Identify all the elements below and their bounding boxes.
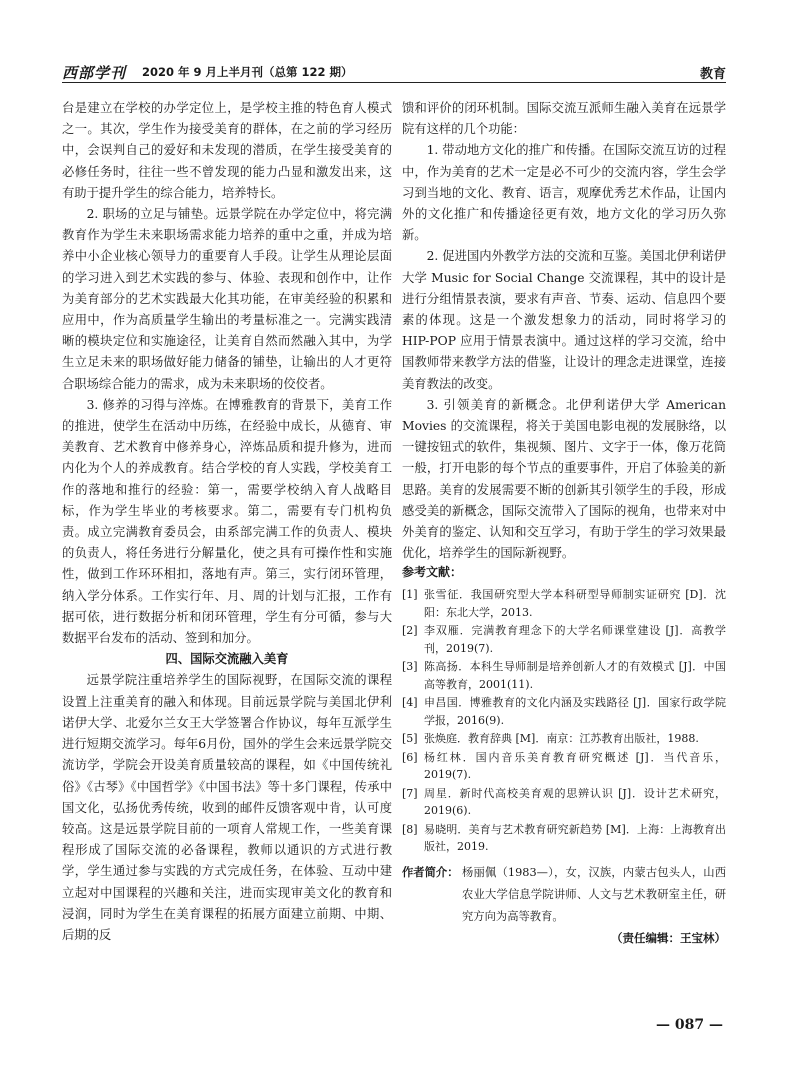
author-text: 杨丽佩（1983—），女，汉族，内蒙古包头人，山西农业大学信息学院讲师、人文与艺术教研室主任，研究方向为高等教育。 xyxy=(462,866,726,923)
reference-text: 易晓明．美育与艺术教育研究新趋势 [M]．上海：上海教育出版社，2019. xyxy=(424,822,726,853)
reference-list xyxy=(402,586,726,856)
journal-name: 西部学刊 xyxy=(62,64,127,82)
author-label: 作者简介： xyxy=(402,866,459,879)
reference-number: [4] xyxy=(402,696,418,709)
reference-number: [1] xyxy=(402,588,418,601)
reference-text: 陈高扬．本科生导师制是培养创新人才的有效模式 [J]．中国高等教育，2001(11). xyxy=(424,660,726,691)
issue-info: 2020 年 9 月上半月刊（总第 122 期） xyxy=(142,65,353,79)
reference-item xyxy=(402,730,726,748)
paragraph: 2. 促进国内外教学方法的交流和互鉴。美国北伊利诺伊大学 Music for Social Change 交流课程，其中的设计是进行分组情景表演，要求有声音、节奏、运动、信息四个要素的体现。这是一个激发想象力的活动，同时将学习的 HIP-POP 应用于情景表演中。通过这样的学习交流，给中国教师带来教学方法的借鉴，让设计的理念走进课堂，连接美育教法的改变。 xyxy=(402,249,726,391)
reference-item xyxy=(402,749,726,784)
page-number: — 087 — xyxy=(656,1017,723,1033)
reference-text: 申昌国．博雅教育的文化内涵及实践路径 [J]．国家行政学院学报，2016(9). xyxy=(424,696,726,727)
reference-item xyxy=(402,694,726,729)
references-title: 参考文献： xyxy=(402,565,463,579)
section-heading: 四、国际交流融入美育 xyxy=(165,652,289,667)
reference-text: 李双雁．完满教育理念下的大学名师课堂建设 [J]．高教学刊，2019(7). xyxy=(424,624,726,655)
reference-number: [3] xyxy=(402,660,418,673)
paragraph: 远景学院注重培养学生的国际视野，在国际交流的课程设置上注重美育的融入和体现。目前远景学院与美国北伊利诺伊大学、北爱尔兰女王大学签署合作协议，每年互派学生进行短期交流学习。每年6月份，国外的学生会来远景学院交流访学，学院会开设美育质量较高的课程，如《中国传统礼俗》《古琴》《中国哲学》《中国书法》等十多门课程，传承中国文化，弘扬优秀传统，收到的邮件反馈客观中肯，认可度较高。这是远景学院目前的一项育人常规工作，一些美育课程形成了国际交流的必备课程，教师以通识的方式进行教学，学生通过参与实践的方式完成任务，在体验、互动中建立起对中国课程的兴趣和关注，进而实现审美文化的教育和浸润，同时为学生在美育课程的拓展方面建立前期、中期、后期的反 xyxy=(62,673,392,942)
reference-item xyxy=(402,821,726,856)
reference-text: 张雪征．我国研究型大学本科研型导师制实证研究 [D]．沈阳：东北大学，2013. xyxy=(424,588,726,619)
reference-text: 周星．新时代高校美育观的思辨认识 [J]．设计艺术研究，2019(6). xyxy=(424,786,726,817)
left-column xyxy=(62,98,392,946)
paragraph: 3. 修养的习得与淬炼。在博雅教育的背景下，美育工作的推进，使学生在活动中历练，在经验中成长，从德育、审美教育、艺术教育中修养身心，淬炼品质和提升修为，进而内化为个人的养成教育。结合学校的育人实践，学校美育工作的落地和推行的经验：第一，需要学校纳入育人战略目标，作为学生毕业的考核要求。第二，需要有专门机构负责。成立完满教育委员会，由系部完满工作的负责人、模块的负责人，将任务进行分解量化，使之具有可操作性和实施性，做到工作环环相扣，落地有声。第三，实行闭环管理，纳入学分体系。工作实行年、月、周的计划与汇报，工作有据可依，进行数据分析和闭环管理，学生有分可循，参与大数据平台发布的活动、签到和加分。 xyxy=(62,397,392,646)
paragraph: 2. 职场的立足与铺垫。远景学院在办学定位中，将完满教育作为学生未来职场需求能力培养的重中之重，并成为培养中小企业核心领导力的重要育人手段。让学生从理论层面的学习进入到艺术实践的参与、体验、表现和创作中，让作为美育部分的艺术实践最大化其功能，在审美经验的积累和应用中，作为高质量学生输出的考量标准之一。完满实践清晰的模块定位和实施途径，让美育自然而然融入其中，为学生立足未来的职场做好能力储备的铺垫，让输出的人才更符合职场综合能力的需求，成为未来职场的佼佼者。 xyxy=(62,207,392,391)
paragraph: 台是建立在学校的办学定位上，是学校主推的特色育人模式之一。其次，学生作为接受美育的群体，在之前的学习经历中，会误判自己的爱好和未发现的潜质，在学生接受美育的必修任务时，往往一些不曾发现的能力凸显和激发出来，这有助于提升学生的综合能力，培养特长。 xyxy=(62,101,392,200)
section-name: 教育 xyxy=(699,67,726,82)
editor-credit: （责任编辑：王宝林） xyxy=(611,931,726,945)
right-column xyxy=(402,98,726,564)
paragraph: 3. 引领美育的新概念。北伊利诺伊大学 American Movies 的交流课程，将关于美国电影电视的发展脉络，以一键按钮式的软件，集视频、图片、文字于一体，像万花筒一般，打开电影的每个节点的重要事件，开启了体验美的新思路。美育的发展需要不断的创新其引领学生的手段，形成感受美的新概念，国际交流带入了国际的视角，也带来对中外美育的鉴定、认知和交互学习，有助于学生的学习效果最优化，培养学生的国际新视野。 xyxy=(402,397,726,561)
reference-number: [8] xyxy=(402,822,418,836)
reference-item xyxy=(402,586,726,621)
paragraph: 1. 带动地方文化的推广和传播。在国际交流互访的过程中，作为美育的艺术一定是必不可少的交流内容，学生会学习到当地的文化、教育、语言，观摩优秀艺术作品，让国内外的文化推广和传播途径更有效，地方文化的学习历久弥新。 xyxy=(402,143,726,243)
reference-item xyxy=(402,622,726,657)
reference-text: 张焕庭．教育辞典 [M]．南京：江苏教育出版社，1988. xyxy=(424,732,699,745)
page-header xyxy=(62,60,726,83)
reference-number: [2] xyxy=(402,624,418,637)
reference-item xyxy=(402,658,726,693)
author-bio xyxy=(402,862,726,928)
reference-text: 杨红林．国内音乐美育教育研究概述 [J]．当代音乐，2019(7). xyxy=(424,750,726,781)
reference-number: [5] xyxy=(402,732,418,745)
references xyxy=(402,562,726,857)
paragraph: 馈和评价的闭环机制。国际交流互派师生融入美育在远景学院有这样的几个功能： xyxy=(402,101,726,137)
reference-item xyxy=(402,785,726,820)
reference-number: [7] xyxy=(402,786,418,800)
reference-number: [6] xyxy=(402,750,418,764)
